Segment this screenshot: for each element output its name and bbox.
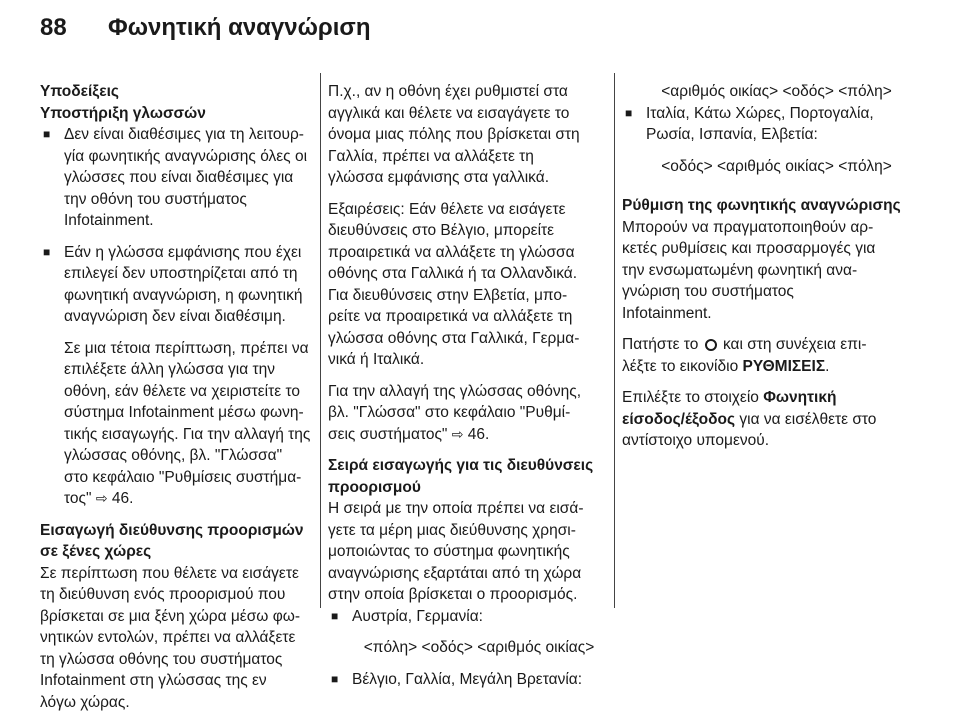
column-1 bbox=[40, 81, 312, 713]
page-header bbox=[0, 0, 960, 55]
column-divider bbox=[320, 73, 321, 608]
paragraph: Για την αλλαγή της γλώσσας οθόνης, βλ. "Γλώσσα" στο κεφάλαιο "Ρυθμί- σεις συστήματος" ⇨ 46. bbox=[328, 381, 606, 446]
page-ref[interactable]: 46. bbox=[112, 490, 134, 507]
page-number: 88 bbox=[40, 14, 67, 42]
settings-label: ΡΥΘΜΙΣΕΙΣ bbox=[743, 358, 826, 375]
subsection-heading: Ρύθμιση της φωνητικής αναγνώρισης bbox=[622, 195, 907, 217]
page-ref[interactable]: 46. bbox=[468, 426, 490, 443]
voice-io-label: είσοδος/έξοδος bbox=[622, 411, 735, 428]
paragraph: Πατήστε το και στη συνέχεια επι- λέξτε το εικονίδιο ΡΥΘΜΙΣΕΙΣ. bbox=[622, 334, 907, 377]
address-format: <πόλη> <οδός> <αριθμός οικίας> bbox=[328, 637, 606, 659]
list-item: ■ Αυστρία, Γερμανία: bbox=[328, 606, 606, 628]
list-item: ■ Εάν η γλώσσα εμφάνισης που έχει επιλεγεί δεν υποστηρίζεται από τη φωνητική αναγνώριση, η φωνητική αναγνώριση δεν είναι διαθέσιμη. bbox=[40, 242, 312, 328]
subsection-heading: Υποστήριξη γλωσσών bbox=[40, 103, 312, 125]
paragraph: Σε περίπτωση που θέλετε να εισάγετε τη διεύθυνση ενός προορισμού που βρίσκεται σε μια ξένη χώρα μέσω φω- νητικών εντολών, πρέπει να αλλάξετε τη γλώσσα οθόνης του συστήματος Infotainment στη γλώσσας της εν λόγω χώρας. bbox=[40, 563, 312, 713]
page-ref-arrow-icon: ⇨ bbox=[452, 426, 464, 442]
list-item: ■ Ιταλία, Κάτω Χώρες, Πορτογαλία, Ρωσία, Ισπανία, Ελβετία: bbox=[622, 103, 907, 146]
paragraph: Π.χ., αν η οθόνη έχει ρυθμιστεί στα αγγλικά και θέλετε να εισαγάγετε το όνομα μιας πόλης που βρίσκεται στη Γαλλία, πρέπει να αλλάξετε τη γλώσσα εμφάνισης στα γαλλικά. bbox=[328, 81, 606, 189]
paragraph: Μπορούν να πραγματοποιηθούν αρ- κετές ρυθμίσεις και προσαρμογές για την ενσωματωμένη φωνητική ανα- γνώριση του συστήματος Infotainment. bbox=[622, 217, 907, 325]
address-format: <οδός> <αριθμός οικίας> <πόλη> bbox=[622, 156, 907, 178]
page-title: Φωνητική αναγνώριση bbox=[108, 14, 371, 42]
column-2 bbox=[328, 81, 606, 690]
subsection-heading: Εισαγωγή διεύθυνσης προορισμών σε ξένες χώρες bbox=[40, 520, 312, 563]
bullet-list bbox=[622, 103, 907, 178]
section-heading: Υποδείξεις bbox=[40, 81, 312, 103]
list-item-paragraph: Σε μια τέτοια περίπτωση, πρέπει να επιλέξετε άλλη γλώσσα για την οθόνη, εάν θέλετε να χειριστείτε το σύστημα Infotainment μέσω φωνη- τικής εισαγωγής. Για την αλλαγή της γλώσσας οθόνης, βλ. "Γλώσσα" στο κεφάλαιο "Ρυθμίσεις συστήμα- τος" ⇨ 46. bbox=[40, 338, 312, 510]
page-ref-arrow-icon: ⇨ bbox=[96, 490, 108, 506]
paragraph: Εξαιρέσεις: Εάν θέλετε να εισάγετε διευθύνσεις στο Βέλγιο, μπορείτε προαιρετικά να αλλάξετε τη γλώσσα οθόνης στα Γαλλικά ή τα Ολλανδικά. Για διευθύνσεις στην Ελβετία, μπο- ρείτε να προαιρετικά να αλλάξετε τη γλώσσα οθόνης στα Γαλλικά, Γερμα- νικά ή Ιταλικά. bbox=[328, 199, 606, 371]
home-settings-icon bbox=[705, 339, 717, 351]
bullet-list bbox=[328, 606, 606, 691]
list-item: ■ Δεν είναι διαθέσιμες για τη λειτουρ- γία φωνητικής αναγνώρισης όλες οι γλώσσες που είναι διαθέσιμες για την οθόνη του συστήματος Infotainment. bbox=[40, 124, 312, 232]
paragraph: Η σειρά με την οποία πρέπει να εισά- γετε τα μέρη μιας διεύθυνσης χρησι- μοποιώντας το σύστημα φωνητικής αναγνώρισης εξαρτάται από τη χώρα στην οποία βρίσκεται ο προορισμός. bbox=[328, 498, 606, 606]
list-item: ■ Βέλγιο, Γαλλία, Μεγάλη Βρετανία: bbox=[328, 669, 606, 691]
address-format: <αριθμός οικίας> <οδός> <πόλη> bbox=[622, 81, 907, 103]
column-divider bbox=[614, 73, 615, 608]
paragraph: Επιλέξτε το στοιχείο Φωνητική είσοδος/έξοδος για να εισέλθετε στο αντίστοιχο υπομενού. bbox=[622, 387, 907, 452]
subsection-heading: Σειρά εισαγωγής για τις διευθύνσεις προορισμού bbox=[328, 455, 606, 498]
column-3 bbox=[622, 81, 907, 452]
bullet-list bbox=[40, 124, 312, 510]
